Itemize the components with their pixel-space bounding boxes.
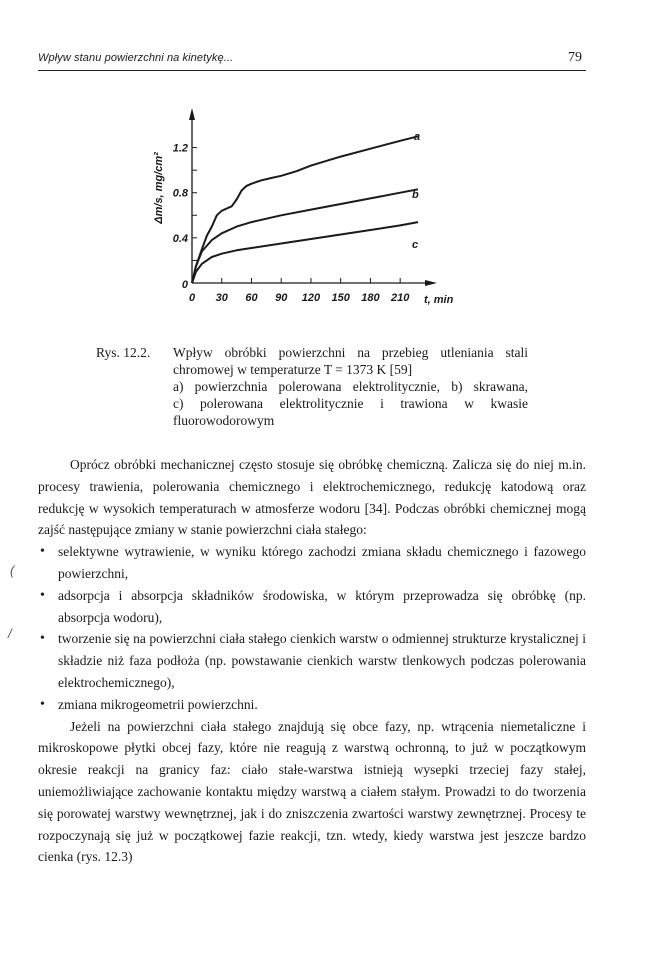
x-tick-label: 60 xyxy=(245,292,258,304)
caption-line: c) polerowana elektrolitycznie i trawiona w kwasie xyxy=(173,396,528,411)
x-tick-label: 30 xyxy=(215,292,228,304)
y-tick-label: 1.2 xyxy=(172,142,188,155)
x-tick-label: 120 xyxy=(301,292,321,304)
x-tick-label: 0 xyxy=(188,292,196,304)
x-tick-label: 210 xyxy=(390,292,410,304)
bullet-list xyxy=(38,541,586,715)
chart-labels xyxy=(153,131,454,306)
series-label-c: c xyxy=(412,239,419,251)
y-axis-arrow xyxy=(189,108,195,120)
bullet-item: • zmiana mikrogeometrii powierzchni. xyxy=(38,694,586,716)
figure-caption xyxy=(96,344,528,429)
body-text xyxy=(38,454,586,868)
caption-line: Wpływ obróbki powierzchni na przebieg utleniania stali xyxy=(173,345,528,360)
paragraph: Jeżeli na powierzchni ciała stałego znajdują się obce fazy, np. wtrącenia niemetaliczne i mikroskopowe płytki obcej fazy, które nie reagują z warstwą ochronną, to już w początkowym okresie reakcji na granicy faz: ciało stałe-warstwa istnieją wysepki trzeciej fazy stałej, uniemożliwiające zachowanie kontaktu między warstwą a ciałem stałym. Prowadzi to do tworzenia się porowatej warstwy wewnętrznej, jak i do zniszczenia zwartości warstwy zewnętrznej. Procesy te rozpoczynają się już w początkowej fazie reakcji, tzn. wtedy, kiedy warstwa jest jeszcze bardzo cienka (rys. 12.3) xyxy=(38,718,586,865)
caption-line: chromowej w temperaturze T = 1373 K [59] xyxy=(173,362,413,377)
bullet-item: • tworzenie się na powierzchni ciała stałego cienkich warstw o odmiennej strukturze krystalicznej i składzie niż faza podłoża (np. powstawanie cienkich warstw tlenkowych podczas polerowania elektrochemicznego), xyxy=(38,628,586,693)
x-tick-label: 180 xyxy=(361,292,380,304)
x-tick-label: 90 xyxy=(275,292,288,304)
series-line-b xyxy=(192,189,418,283)
series-label-a: a xyxy=(414,131,421,143)
margin-mark: ( xyxy=(10,563,15,578)
series-label-b: b xyxy=(412,189,419,201)
caption-body xyxy=(173,344,528,429)
chart-ticks xyxy=(173,143,411,304)
y-tick-label: 0.4 xyxy=(172,232,188,245)
chart-series xyxy=(192,136,418,283)
chart-axes xyxy=(189,108,437,286)
y-tick-label: 0 xyxy=(181,279,188,291)
x-tick-label: 150 xyxy=(331,292,350,304)
paragraph: Oprócz obróbki mechanicznej często stosuje się obróbkę chemiczną. Zalicza się do niej m.in. procesy trawienia, polerowania chemicznego i elektrochemicznego, redukcję katodową oraz redukcję w wysokich temperaturach w atmosferze wodoru [34]. Podczas obróbki chemicznej mogą zajść następujące zmiany w stanie powierzchni ciała stałego: xyxy=(38,457,586,538)
caption-line: fluorowodorowym xyxy=(173,413,275,428)
bullet-item: • adsorpcja i absorpcja składników środowiska, w którym przeprowadza się obróbkę (np. absorpcja wodoru), xyxy=(38,585,586,629)
x-axis-title: t, min xyxy=(424,294,454,306)
x-axis-arrow xyxy=(425,280,437,286)
oxidation-chart xyxy=(0,0,646,330)
caption-label: Rys. 12.2. xyxy=(96,345,151,360)
page-number: 79 xyxy=(568,50,582,65)
y-tick-label: 0.8 xyxy=(172,187,188,200)
caption-line: a) powierzchnia polerowana elektrolitycznie, b) skrawana, xyxy=(173,379,528,394)
margin-mark: / xyxy=(8,626,12,641)
series-line-a xyxy=(192,136,418,283)
running-title: Wpływ stanu powierzchni na kinetykę... xyxy=(38,52,234,64)
y-axis-title: Δm/s, mg/cm² xyxy=(153,152,165,224)
bullet-item: • selektywne wytrawienie, w wyniku którego zachodzi zmiana składu chemicznego i fazowego powierzchni, xyxy=(38,541,586,585)
